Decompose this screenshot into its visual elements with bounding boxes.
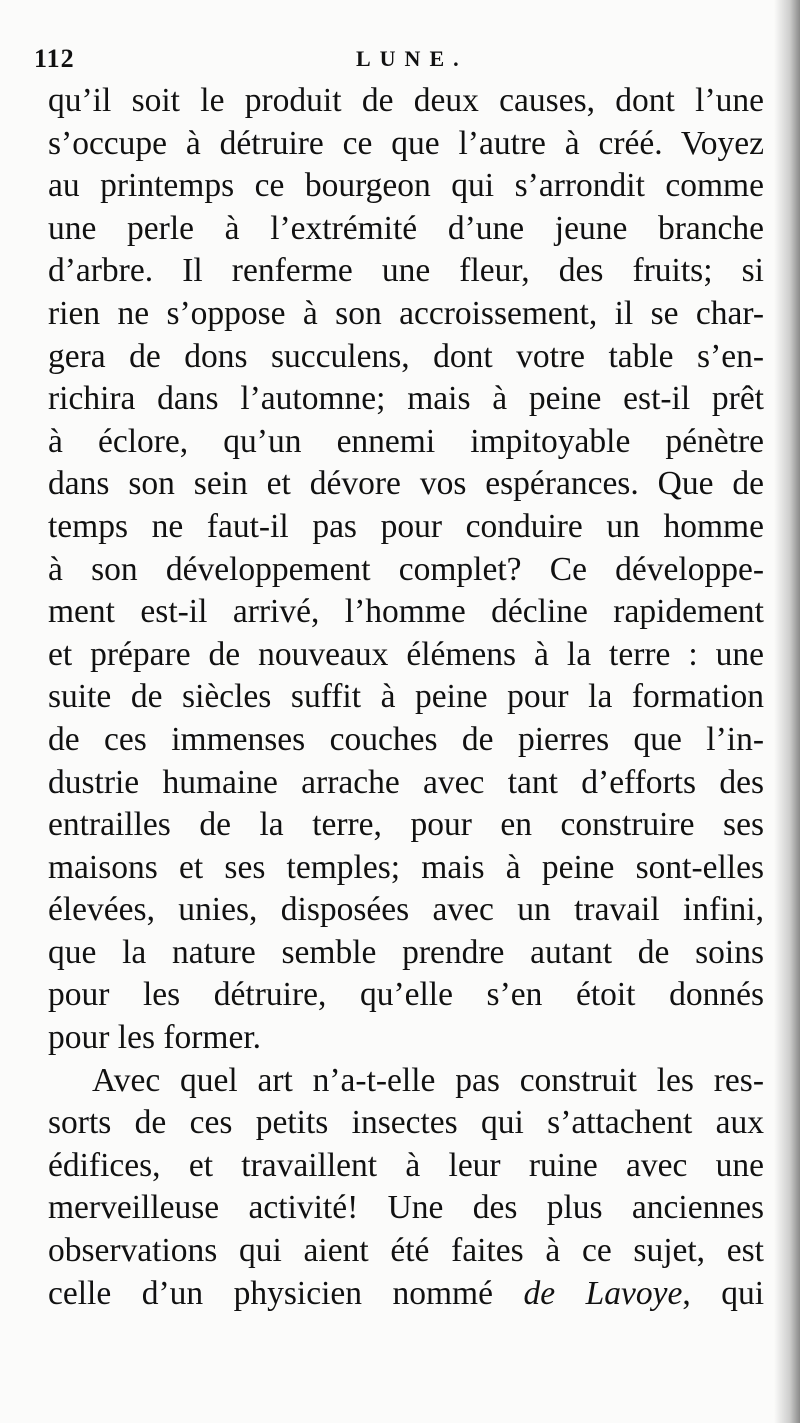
text-line: richira dans l’automne; mais à peine est-il prêt bbox=[48, 380, 764, 418]
text-line: au printemps ce bourgeon qui s’arrondit comme bbox=[48, 167, 764, 205]
text-line: observations qui aient été faites à ce sujet, est bbox=[48, 1232, 764, 1270]
text-line: élevées, unies, disposées avec un travail infini, bbox=[48, 891, 764, 929]
text-line: dans son sein et dévore vos espérances. Que de bbox=[48, 465, 764, 503]
page-number: 112 bbox=[34, 44, 75, 73]
body-text bbox=[48, 80, 764, 1315]
text-line: de ces immenses couches de pierres que l’in- bbox=[48, 720, 764, 758]
text-line: à son développement complet? Ce développe- bbox=[48, 550, 764, 588]
text-line: suite de siècles suffit à peine pour la formation bbox=[48, 678, 764, 716]
text-line: rien ne s’oppose à son accroissement, il se char- bbox=[48, 294, 764, 332]
text-run: , qui bbox=[682, 1274, 764, 1312]
text-line: édifices, et travaillent à leur ruine avec une bbox=[48, 1146, 764, 1184]
text-line: sorts de ces petits insectes qui s’attachent aux bbox=[48, 1104, 764, 1142]
italic-name: de Lavoye bbox=[523, 1274, 683, 1312]
text-run: celle d’un physicien nommé bbox=[48, 1274, 524, 1312]
text-line: qu’il soit le produit de deux causes, dont l’une bbox=[48, 82, 764, 119]
text-line: à éclore, qu’un ennemi impitoyable pénètre bbox=[48, 422, 764, 460]
text-line: d’arbre. Il renferme une fleur, des fruits; si bbox=[48, 252, 764, 290]
text-line: pour les détruire, qu’elle s’en étoit donnés bbox=[48, 976, 764, 1014]
text-line: temps ne faut-il pas pour conduire un homme bbox=[48, 507, 764, 545]
text-line: une perle à l’extrémité d’une jeune branche bbox=[48, 209, 764, 247]
text-line: ment est-il arrivé, l’homme décline rapidement bbox=[48, 593, 764, 631]
text-line: et prépare de nouveaux élémens à la terre : une bbox=[48, 635, 764, 673]
page-header bbox=[34, 44, 764, 78]
text-line: merveilleuse activité! Une des plus anciennes bbox=[48, 1189, 764, 1227]
text-line: s’occupe à détruire ce que l’autre à créé. Voyez bbox=[48, 124, 764, 162]
text-line: pour les former. bbox=[48, 1019, 262, 1057]
text-line: que la nature semble prendre autant de soins bbox=[48, 933, 764, 971]
text-line: dustrie humaine arrache avec tant d’efforts des bbox=[48, 763, 764, 801]
page-edge-shadow bbox=[774, 0, 800, 1423]
running-title: LUNE. bbox=[356, 46, 468, 71]
text-line: maisons et ses temples; mais à peine sont-elles bbox=[48, 848, 764, 886]
text-line: entrailles de la terre, pour en construire ses bbox=[48, 806, 764, 844]
text-line-last bbox=[48, 1273, 764, 1316]
text-line: gera de dons succulens, dont votre table s’en- bbox=[48, 337, 764, 375]
text-line: Avec quel art n’a-t-elle pas construit les res- bbox=[92, 1061, 764, 1099]
